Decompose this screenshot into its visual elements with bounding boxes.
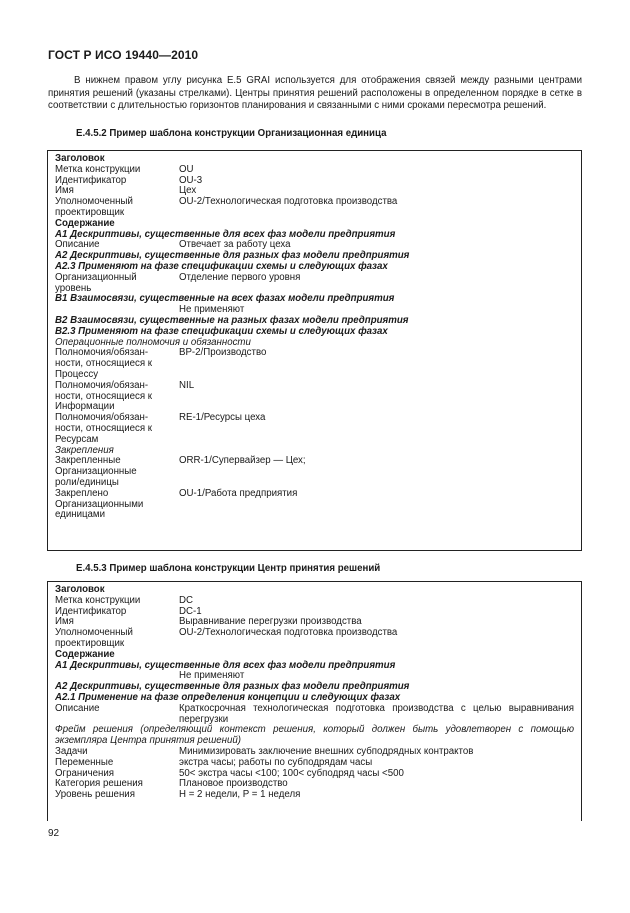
box1-assignments-heading: Закрепления xyxy=(55,444,114,456)
row-value: ORR-1/Супервайзер — Цех; xyxy=(179,455,306,467)
box1-row-authority-information xyxy=(55,381,574,413)
row-label: Переменные xyxy=(55,756,114,768)
box2-a21-heading: А2.1 Применение на фазе определения концепции и следующих фазах xyxy=(55,691,401,703)
box1-b23-heading: В2.3 Применяют на фазе спецификации схемы и следующих фазах xyxy=(55,325,388,337)
box1-row-authorized-designer xyxy=(55,197,574,219)
row-label: Закрепленные Организационные роли/единицы xyxy=(55,455,137,488)
row-value: OU-2/Технологическая подготовка производства xyxy=(179,627,398,639)
row-value: 50< экстра часы <100; 100< субподряд часы <500 xyxy=(179,767,404,779)
row-value: Плановое производство xyxy=(179,778,288,790)
row-label: Закреплено Организационными единицами xyxy=(55,487,144,521)
box1-operational-authorities-heading: Операционные полномочия и обязанности xyxy=(55,336,251,348)
row-label: Описание xyxy=(55,239,100,251)
box2-row-variables xyxy=(55,758,574,769)
row-value: Отвечает за работу цеха xyxy=(179,239,291,251)
intro-paragraph: В нижнем правом углу рисунка Е.5 GRAI используется для отображения связей между разными центрами принятия решений (указаны стрелками). Центры принятия решений расположены в определенном порядке в сетке в соответствии с длительностью горизонтов планирования и связанными с ними сроками пересмотра решений. xyxy=(48,75,582,112)
box1-b1-value: Не применяют xyxy=(179,304,245,316)
row-value: OU-1/Работа предприятия xyxy=(179,487,298,499)
box2-a1-value: Не применяют xyxy=(179,670,245,682)
page-number: 92 xyxy=(48,828,60,839)
row-label: Уровень решения xyxy=(55,789,135,801)
row-value: RE-1/Ресурсы цеха xyxy=(179,412,266,424)
box1-header-heading: Заголовок xyxy=(55,153,105,164)
box2-content-heading: Содержание xyxy=(55,648,115,660)
row-label: Метка конструкции xyxy=(55,594,141,606)
row-label: Уполномоченный проектировщик xyxy=(55,196,133,218)
row-value: DC-1 xyxy=(179,605,202,617)
box1-a23-heading: А2.3 Применяют на фазе спецификации схемы и следующих фазах xyxy=(55,260,388,272)
box2-a2-heading: А2 Дескриптивы, существенные для разных фаз модели предприятия xyxy=(55,681,410,693)
row-value: Цех xyxy=(179,185,197,197)
section-heading-e453: Е.4.5.3 Пример шаблона конструкции Центр принятия решений xyxy=(76,563,381,574)
section-heading-e452: Е.4.5.2 Пример шаблона конструкции Организационная единица xyxy=(76,128,387,139)
box1-a1-heading: А1 Дескриптивы, существенные для всех фаз модели предприятия xyxy=(55,228,396,240)
template-box-organizational-unit xyxy=(47,150,582,551)
row-label: Идентификатор xyxy=(55,174,127,186)
box1-row-construct-label xyxy=(55,165,574,176)
row-label: Полномочия/обязан- ности, относящиеся к Информации xyxy=(55,379,153,413)
row-label: Описание xyxy=(55,702,100,714)
row-value: H = 2 недели, P = 1 неделя xyxy=(179,789,301,801)
row-label: Уполномоченный проектировщик xyxy=(55,627,133,649)
row-label: Организационный уровень xyxy=(55,271,137,294)
box2-a1-heading: А1 Дескриптивы, существенные для всех фаз модели предприятия xyxy=(55,659,396,671)
box1-row-assigned-roles xyxy=(55,456,574,488)
row-label: Имя xyxy=(55,185,74,197)
template-box-decision-centre xyxy=(47,581,582,821)
row-value: NIL xyxy=(179,379,195,391)
row-value: Минимизировать заключение внешних субподрядных контрактов xyxy=(179,745,474,757)
row-label: Задачи xyxy=(55,745,88,757)
row-label: Имя xyxy=(55,616,74,628)
box2-row-description xyxy=(55,704,574,726)
box1-b1-heading: В1 Взаимосвязи, существенные на всех фазах модели предприятия xyxy=(55,293,395,305)
row-label: Ограничения xyxy=(55,767,115,779)
box2-header-heading: Заголовок xyxy=(55,584,105,595)
document-header: ГОСТ Р ИСО 19440—2010 xyxy=(48,48,199,62)
box1-content-heading: Содержание xyxy=(55,217,115,229)
box1-b2-heading: В2 Взаимосвязи, существенные на разных фазах модели предприятия xyxy=(55,314,409,326)
row-value: экстра часы; работы по субподрядам часы xyxy=(179,756,373,768)
box1-row-org-level xyxy=(55,273,574,295)
box2-row-decision-level xyxy=(55,790,574,801)
row-value: Отделение первого уровня xyxy=(179,271,301,283)
row-label: Полномочия/обязан- ности, относящиеся к Процессу xyxy=(55,347,153,380)
row-value: OU-3 xyxy=(179,174,203,186)
row-label: Категория решения xyxy=(55,778,143,790)
box2-decision-frame-heading: Фрейм решения (определяющий контекст решения, который должен быть удовлетворен с помощью экземпляра Центра принятия решений) xyxy=(55,724,574,747)
row-value: DC xyxy=(179,594,193,606)
row-label: Идентификатор xyxy=(55,605,127,617)
box1-row-assigned-by-units xyxy=(55,489,574,521)
row-value: OU xyxy=(179,163,194,175)
row-value: Выравнивание перегрузки производства xyxy=(179,616,362,628)
box2-row-authorized-designer xyxy=(55,628,574,650)
row-label: Метка конструкции xyxy=(55,163,141,175)
box1-a2-heading: А2 Дескриптивы, существенные для разных фаз модели предприятия xyxy=(55,250,410,262)
row-value: BP-2/Производство xyxy=(179,347,267,359)
box2-row-construct-label xyxy=(55,596,574,607)
row-value: OU-2/Технологическая подготовка производства xyxy=(179,196,398,208)
box1-row-authority-resources xyxy=(55,413,574,445)
row-label: Полномочия/обязан- ности, относящиеся к Ресурсам xyxy=(55,412,153,445)
box1-row-authority-process xyxy=(55,348,574,380)
box1-row-identifier xyxy=(55,176,574,187)
row-value: Краткосрочная технологическая подготовка производства с целью выравнивания перегрузки xyxy=(179,702,574,725)
